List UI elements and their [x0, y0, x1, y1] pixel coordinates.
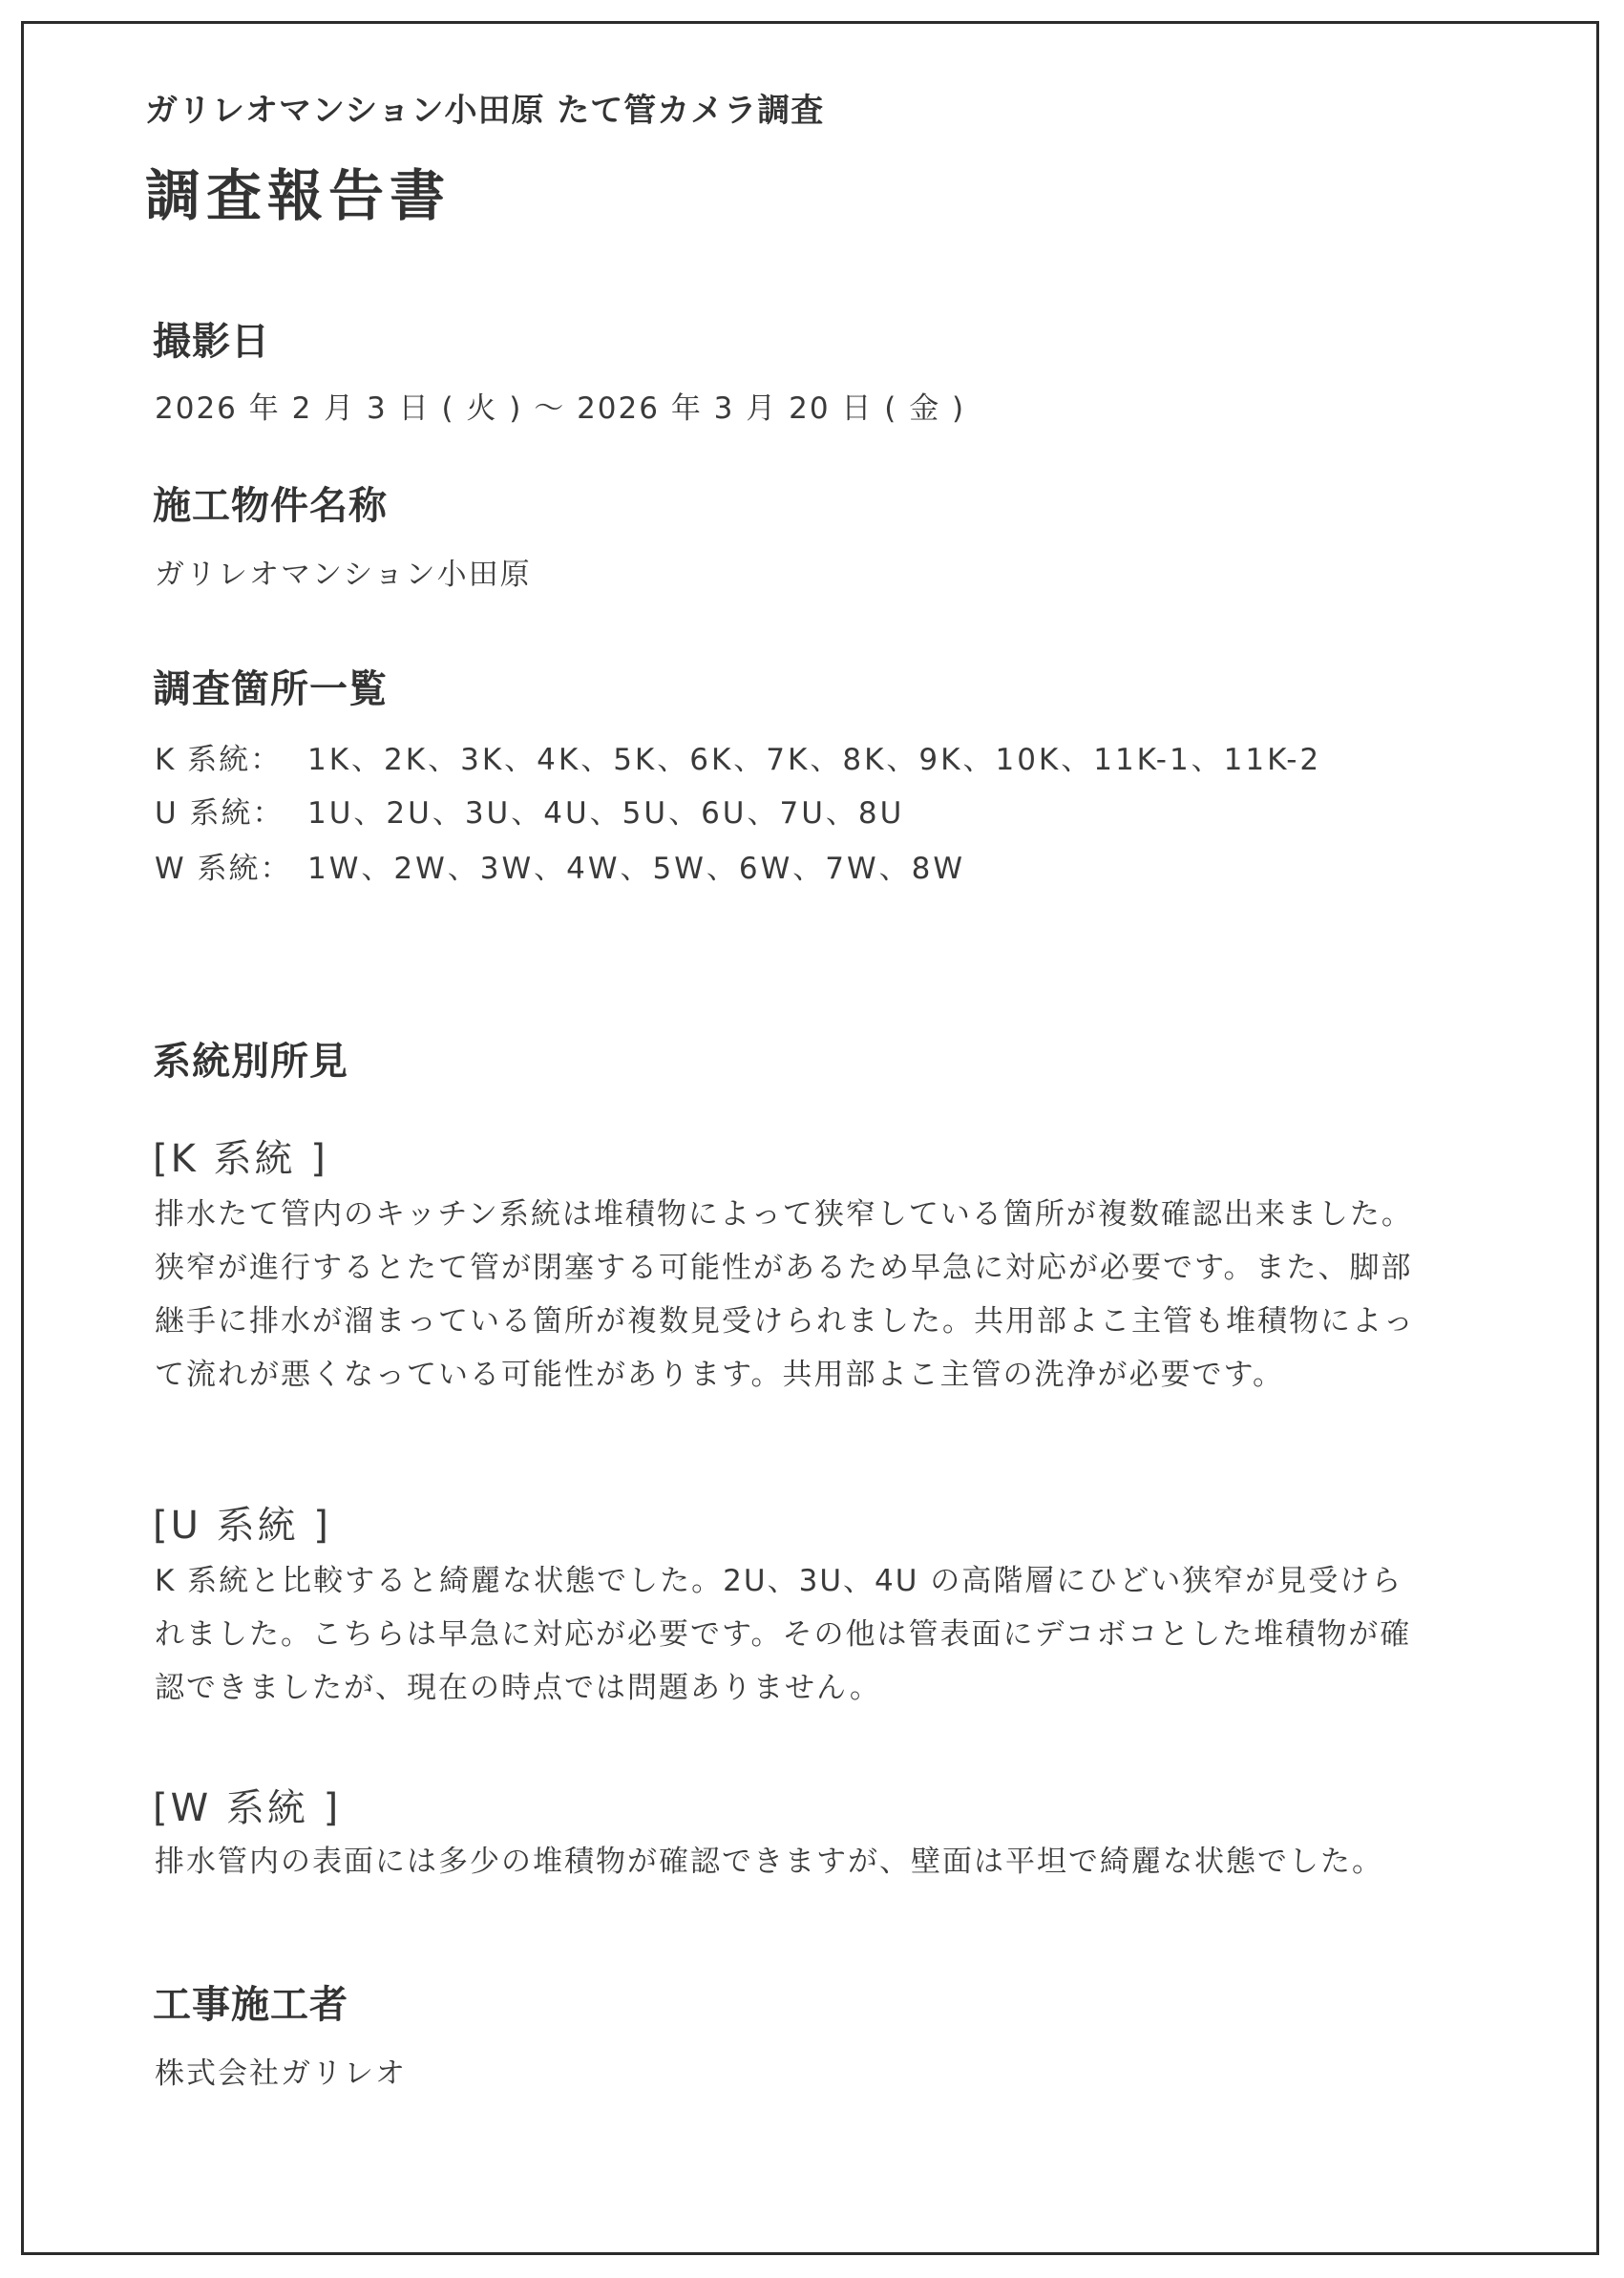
locations-row-k [155, 735, 1321, 778]
paragraph-line: 認できましたが、現在の時点では問題ありません。 [155, 1671, 881, 1705]
locations-row-label: K 系統： [155, 743, 283, 777]
property-value: ガリレオマンション小田原 [155, 558, 532, 592]
paragraph-line: て流れが悪くなっている可能性があります。共用部よこ主管の洗浄が必要です。 [155, 1358, 1285, 1392]
u-system-finding [155, 1554, 1434, 1715]
paragraph-line: 排水たて管内のキッチン系統は堆積物によって狭窄している箇所が複数確認出来ました。 [155, 1197, 1413, 1232]
contractor-value: 株式会社ガリレオ [155, 2057, 407, 2091]
locations-row-items: 1W、2W、3W、4W、5W、6W、7W、8W [307, 852, 965, 886]
locations-row-items: 1K、2K、3K、4K、5K、6K、7K、8K、9K、10K、11K-1、11K-2 [307, 743, 1322, 777]
locations-heading: 調査箇所一覧 [153, 667, 388, 711]
locations-row-u [155, 789, 904, 832]
findings-heading: 系統別所見 [153, 1040, 348, 1084]
paragraph-line: 狭窄が進行するとたて管が閉塞する可能性があるため早急に対応が必要です。また、脚部 [155, 1251, 1413, 1285]
w-system-title: [W 系統 ] [153, 1786, 342, 1830]
paragraph-line: K 系統と比較すると綺麗な状態でした。2U、3U、4U の高階層にひどい狭窄が見受けら [155, 1564, 1403, 1598]
k-system-finding [155, 1188, 1434, 1402]
locations-row-label: U 系統： [155, 796, 285, 831]
w-system-finding [155, 1835, 1434, 1888]
k-system-title: [K 系統 ] [153, 1137, 328, 1181]
paragraph-line: れました。こちらは早急に対応が必要です。その他は管表面にデコボコとした堆積物が確 [155, 1617, 1412, 1652]
locations-row-w [155, 844, 965, 887]
u-system-title: [U 系統 ] [153, 1504, 331, 1548]
paragraph-line: 排水管内の表面には多少の堆積物が確認できますが、壁面は平坦で綺麗な状態でした。 [155, 1845, 1383, 1879]
property-heading: 施工物件名称 [153, 484, 388, 528]
shooting-date-heading: 撮影日 [153, 320, 270, 364]
contractor-heading: 工事施工者 [153, 1983, 348, 2027]
shooting-date-value: 2026 年 2 月 3 日 ( 火 ) ～ 2026 年 3 月 20 日 ( 金 ) [155, 391, 966, 426]
locations-row-items: 1U、2U、3U、4U、5U、6U、7U、8U [307, 796, 905, 831]
report-subtitle: ガリレオマンション小田原 たて管カメラ調査 [145, 92, 825, 130]
paragraph-line: 継手に排水が溜まっている箇所が複数見受けられました。共用部よこ主管も堆積物によっ [155, 1304, 1415, 1339]
locations-row-label: W 系統： [155, 852, 292, 886]
report-title: 調査報告書 [145, 163, 452, 228]
